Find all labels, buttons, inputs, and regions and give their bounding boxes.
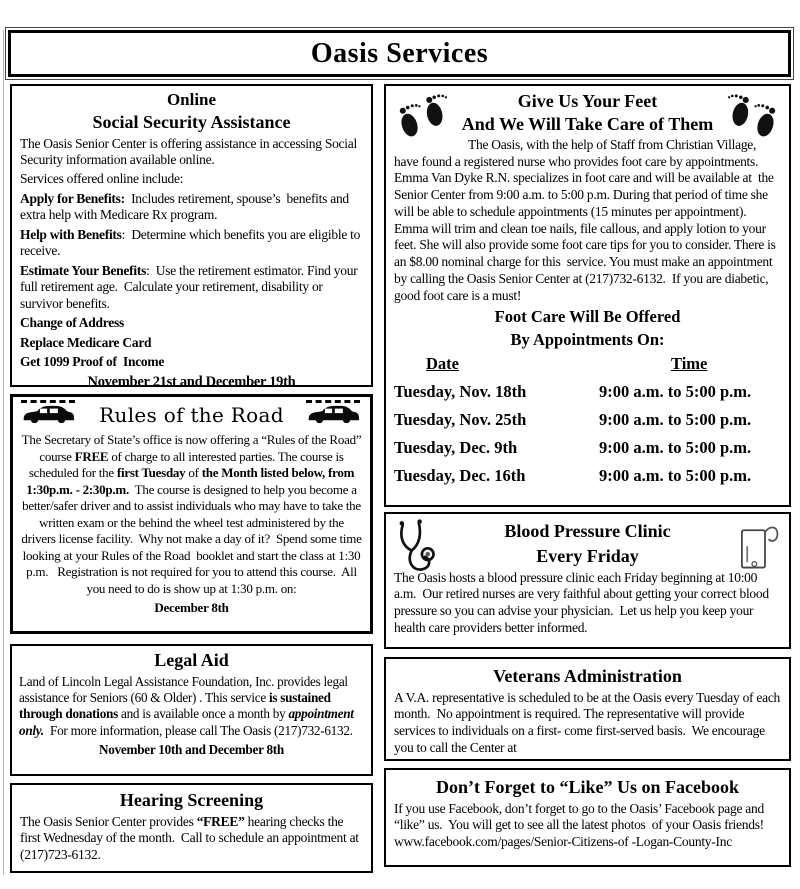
schedule-time: 9:00 a.m. to 5:00 p.m. — [599, 410, 752, 430]
schedule-date: Tuesday, Dec. 16th — [394, 466, 526, 486]
social-security-paragraph: Apply for Benefits: Includes retirement, spouse’s benefits and extra help with Medicare Rx program. — [20, 190, 353, 223]
car-icon-right — [306, 400, 362, 429]
stethoscope-icon — [392, 519, 442, 580]
page-title-box — [8, 30, 791, 77]
veterans-heading: Veterans Administration — [493, 666, 682, 686]
schedule-date: Tuesday, Nov. 25th — [394, 410, 527, 430]
schedule-header-row — [394, 354, 781, 374]
section-rules-of-the-road — [10, 394, 373, 634]
hearing-screening-heading: Hearing Screening — [119, 790, 264, 810]
foot-care-heading-line2: And We Will Take Care of Them — [461, 114, 714, 134]
section-legal-aid — [10, 644, 373, 776]
schedule-date: Tuesday, Nov. 18th — [394, 382, 527, 402]
blood-pressure-monitor-icon — [733, 521, 781, 580]
social-security-paragraph: Help with Benefits: Determine which benefits you are eligible to receive. — [20, 226, 364, 259]
schedule-time: 9:00 a.m. to 5:00 p.m. — [599, 466, 752, 486]
road-dash-line — [306, 400, 360, 403]
section-facebook — [384, 768, 791, 867]
schedule-row — [394, 438, 781, 458]
road-dash-line — [21, 400, 75, 403]
section-foot-care — [384, 84, 791, 507]
schedule-time: 9:00 a.m. to 5:00 p.m. — [599, 438, 752, 458]
schedule-column-date: Date — [426, 354, 459, 374]
foot-care-subheading-line2: By Appointments On: — [510, 330, 665, 350]
legal-aid-heading: Legal Aid — [154, 650, 229, 670]
legal-aid-paragraph: Land of Lincoln Legal Assistance Foundation, Inc. provides legal assistance for Seniors (60 & Older) . This service is sustained through donations and is available once a month by appointment only. For more information, please call The Oasis (217)732-6132. — [19, 673, 357, 738]
section-social-security — [10, 84, 373, 387]
social-security-paragraph: Services offered online include: — [20, 171, 184, 187]
schedule-row — [394, 466, 781, 486]
rules-heading: Rules of the Road — [99, 402, 284, 427]
schedule-row — [394, 410, 781, 430]
page-edge-line — [3, 30, 4, 875]
social-security-paragraph: The Oasis Senior Center is offering assistance in accessing Social Security information available online. — [20, 135, 361, 168]
facebook-heading: Don’t Forget to “Like” Us on Facebook — [436, 777, 739, 797]
page-title: Oasis Services — [310, 37, 489, 69]
section-hearing-screening — [10, 783, 373, 873]
social-security-paragraph: Change of Address — [20, 315, 124, 331]
social-security-paragraph: Replace Medicare Card — [20, 334, 152, 350]
social-security-dates: November 21st and December 19th — [87, 373, 296, 387]
blood-pressure-heading-line1: Blood Pressure Clinic — [504, 521, 671, 541]
foot-care-paragraph: The Oasis, with the help of Staff from Christian Village, have found a registered nurse who provides foot care by appointments. Emma Van Dyke R.N. specializes in foot care and will be available at the Senior Center from 9:00 a.m. to 5:00 p.m. During that period of time she will be able to schedule appointments (15 minutes per appointment). Emma will trim and clean toe nails, file callous, and apply lotion to your feet. She will also provide some foot care tips for you to consider. There is an $8.00 nominal charge for this service. You must make an appointment by calling the Oasis Senior Center at (217)732-6132. If you are diabetic, good foot care is a must! — [394, 137, 779, 303]
schedule-time: 9:00 a.m. to 5:00 p.m. — [599, 382, 752, 402]
schedule-date: Tuesday, Dec. 9th — [394, 438, 518, 458]
social-security-heading-online: Online — [166, 90, 217, 109]
car-icon — [306, 404, 360, 424]
hearing-screening-paragraph: The Oasis Senior Center provides “FREE” hearing checks the first Wednesday of the month. Call to schedule an appointment at (217)723-6132. — [20, 813, 362, 862]
section-blood-pressure-clinic — [384, 512, 791, 649]
social-security-paragraph: Estimate Your Benefits: Use the retirement estimator. Find your full retirement age. Calculate your retirement, disability or survivor benefits. — [20, 262, 361, 312]
footprints-icon-left — [394, 91, 452, 148]
foot-care-subheading-line1: Foot Care Will Be Offered — [494, 307, 681, 327]
foot-care-schedule — [394, 354, 781, 486]
rules-paragraph: The Secretary of State’s office is now offering a “Rules of the Road” course FREE of charge to all interested parties. The course is scheduled for the first Tuesday of the Month listed below, from 1:30p.m. - 2:30p.m. The course is designed to help you become a better/safer driver and to assist individuals who may have to take the written exam or the behind the wheel test administered by the drivers license facility. Why not make a day of it? Spend some time looking at your Rules of the Road booklet and start the class at 1:30 p.m. Registration is not required for you to attend this course. All you need to do is show up at 1:30 p.m. on: — [21, 432, 365, 596]
section-veterans-administration — [384, 657, 791, 761]
rules-date: December 8th — [154, 600, 229, 615]
social-security-paragraph: Get 1099 Proof of Income — [20, 353, 165, 369]
car-icon — [21, 404, 75, 424]
legal-aid-dates: November 10th and December 8th — [99, 741, 284, 757]
blood-pressure-heading-line2: Every Friday — [536, 546, 639, 566]
veterans-paragraph: A V.A. representative is scheduled to be at the Oasis every Tuesday of each month. No appointment is required. The representative will provide services to individuals on a first- come first-served basis. We encourage you to call the Center at — [394, 689, 784, 755]
foot-care-heading-line1: Give Us Your Feet — [517, 91, 658, 111]
facebook-paragraph: If you use Facebook, don’t forget to go to the Oasis’ Facebook page and “like” us. You will get to see all the latest photos of your Oasis friends! www.facebook.com/pages/Senior-Citizens-of -Logan-County-Inc — [394, 800, 771, 849]
car-icon-left — [21, 400, 77, 429]
footprints-icon-right — [723, 91, 781, 148]
rules-header — [21, 400, 362, 429]
blood-pressure-paragraph: The Oasis hosts a blood pressure clinic each Friday beginning at 10:00 a.m. Our retired nurses are very faithful about getting your correct blood pressure so you can advise your physician. Let us help you keep your health care providers better informed. — [394, 569, 772, 635]
schedule-row — [394, 382, 781, 402]
social-security-heading: Social Security Assistance — [92, 112, 291, 132]
schedule-column-time: Time — [671, 354, 708, 374]
